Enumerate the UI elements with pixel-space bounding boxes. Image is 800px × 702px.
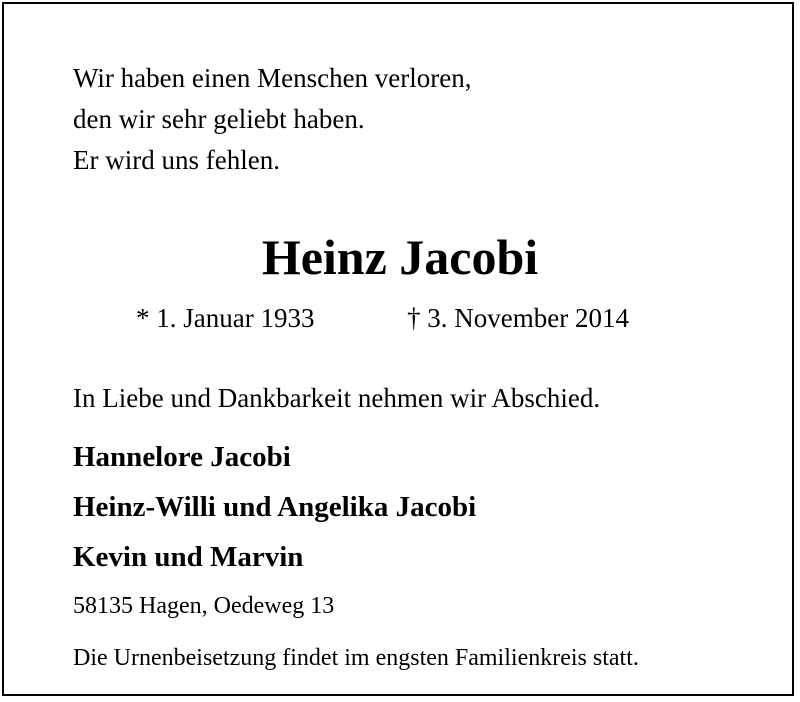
burial-note: Die Urnenbeisetzung findet im engsten Familienkreis statt. [73, 645, 639, 671]
mourner-name: Kevin und Marvin [73, 541, 304, 573]
intro-line: den wir sehr geliebt haben. [73, 104, 365, 134]
death-date: † 3. November 2014 [407, 303, 629, 333]
intro-line: Wir haben einen Menschen verloren, [73, 63, 472, 93]
intro-line: Er wird uns fehlen. [73, 145, 280, 175]
mourner-name: Hannelore Jacobi [73, 441, 291, 473]
intro-verse [73, 58, 472, 181]
family-address: 58135 Hagen, Oedeweg 13 [73, 593, 335, 619]
birth-date: * 1. Januar 1933 [136, 303, 315, 333]
farewell-text: In Liebe und Dankbarkeit nehmen wir Abschied. [73, 383, 601, 413]
mourner-name: Heinz-Willi und Angelika Jacobi [73, 491, 477, 523]
mourners-list [73, 432, 476, 582]
deceased-name: Heinz Jacobi [261, 229, 539, 285]
